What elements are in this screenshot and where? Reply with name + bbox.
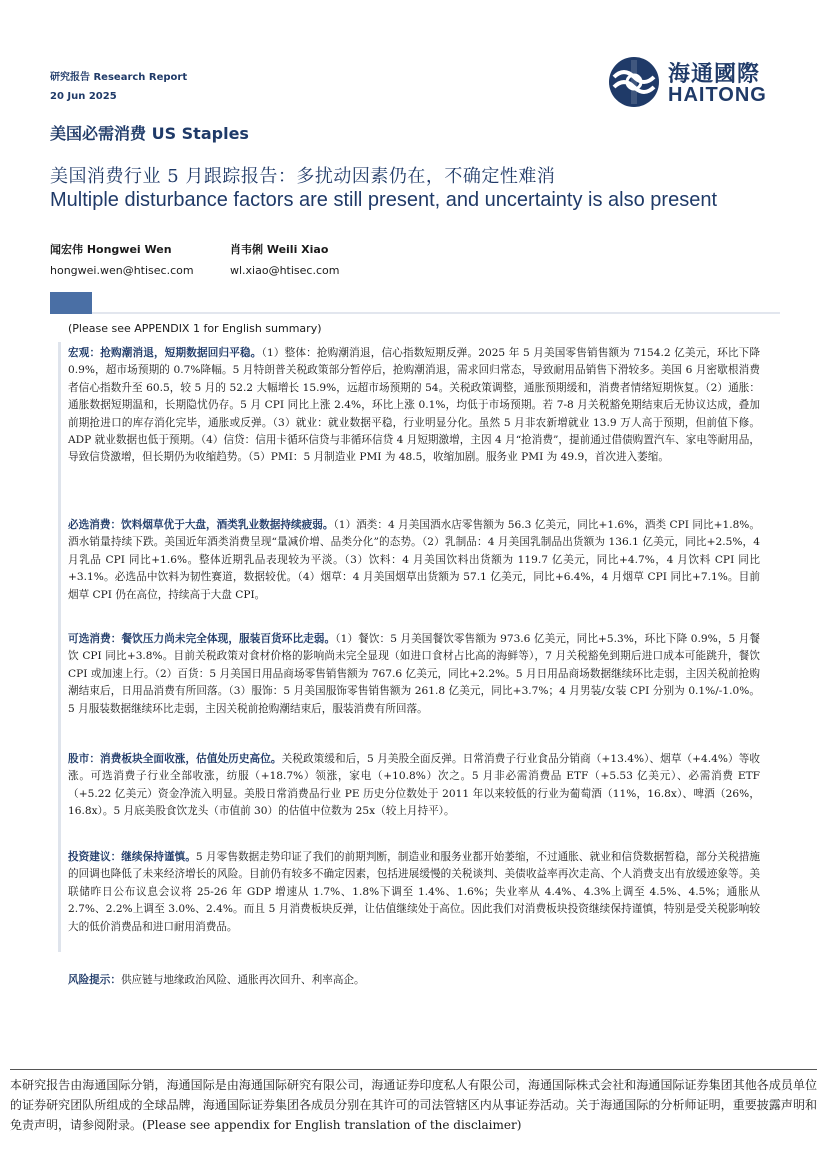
section-divider <box>92 312 780 314</box>
paragraph-investment-advice <box>68 849 760 936</box>
content-side-rule <box>58 342 61 952</box>
paragraph-heading: 投资建议：继续保持谨慎。 <box>68 851 196 863</box>
author-email[interactable]: wl.xiao@htisec.com <box>230 264 340 277</box>
author-name: 闻宏伟 Hongwei Wen <box>50 243 172 256</box>
footer-disclaimer: 本研究报告由海通国际分销，海通国际是由海通国际研究有限公司，海通证券印度私人有限公司，海通国际株式会社和海通国际证券集团其他各成员单位的证券研究团队所组成的全球品牌，海通国际证券集团各成员分别在其许可的司法管辖区内从事证券活动。关于海通国际的分析师证明，重要披露声明和免责声明，请参阅附录。(Please see appendix for English translation of the disclaimer) <box>10 1078 817 1132</box>
title-cn: 美国消费行业 5 月跟踪报告：多扰动因素仍在，不确定性难消 <box>50 166 556 187</box>
paragraph-staples <box>68 517 760 604</box>
sector-label: 美国必需消费 US Staples <box>50 124 249 143</box>
report-type: 研究报告 Research Report <box>50 72 188 83</box>
author-name: 肖韦俐 Weili Xiao <box>230 243 329 256</box>
paragraph-heading: 股市：消费板块全面收涨，估值处历史高位。 <box>68 753 282 765</box>
paragraph-text: 供应链与地缘政治风险、通胀再次回升、利率高企。 <box>120 974 365 986</box>
paragraph-text: （1）酒类：4 月美国酒水店零售额为 56.3 亿美元，同比+1.6%，酒类 CPI 同比+1.8%。酒水销量持续下跌。美国近年酒类消费呈现“量减价增、品类分化”的态势。（2）乳制品：4 月美国乳制品出货额为 136.1 亿美元，同比+2.5%，4 月乳品 CPI 同比+1.6%。整体近期乳品表现较为平淡。（3）饮料：4 月美国饮料出货额为 119.7 亿美元，同比+4.7%，4 月饮料 CPI 同比+3.1%。必选品中饮料为韧性赛道，数据较优。（4）烟草：4 月美国烟草出货额为 57.1 亿美元，同比+6.4%，4 月烟草 CPI 同比+7.1%。目前烟草 CPI 仍在高位，持续高于大盘 CPI。 <box>68 519 760 601</box>
title-en: Multiple disturbance factors are still present, and uncertainty is also present <box>50 189 718 211</box>
logo-name-en: HAITONG <box>668 84 767 106</box>
paragraph-stock-market <box>68 751 760 821</box>
logo-name-cn: 海通國際 <box>668 62 761 87</box>
paragraph-heading: 必选消费：饮料烟草优于大盘，酒类乳业数据持续疲弱。 <box>68 519 334 531</box>
section-accent-bar <box>50 292 92 314</box>
report-date: 20 Jun 2025 <box>50 91 117 102</box>
company-logo <box>606 55 781 109</box>
author-email[interactable]: hongwei.wen@htisec.com <box>50 264 194 277</box>
appendix-note: (Please see APPENDIX 1 for English summary) <box>68 322 322 335</box>
paragraph-heading: 可选消费：餐饮压力尚未完全体现，服装百货环比走弱。 <box>68 633 336 645</box>
paragraph-macro <box>68 345 760 467</box>
paragraph-text: 5 月零售数据走势印证了我们的前期判断，制造业和服务业都开始萎缩，不过通胀、就业和信贷数据暂稳，部分关税措施的回调也降低了未来经济增长的风险。目前仍有较多不确定因素，包括进展缓慢的关税谈判、美债收益率再次走高、个人消费支出有放缓迹象等。美联储昨日公布议息会议将 25-26 年 GDP 增速从 1.7%、1.8%下调至 1.4%、1.6%；失业率从 4.4%、4.3%上调至 4.5%、4.5%；通胀从 2.7%、2.2%上调至 3.0%、2.4%。而且 5 月消费板块反弹，让估值继续处于高位。因此我们对消费板块投资继续保持谨慎，特别是受关税影响较大的低价消费品和进口耐用消费品。 <box>68 851 760 933</box>
footer-divider <box>10 1069 817 1070</box>
paragraph-discretionary <box>68 631 760 718</box>
paragraph-heading: 宏观：抢购潮消退，短期数据回归平稳。 <box>68 347 262 359</box>
paragraph-risk <box>68 972 760 989</box>
paragraph-text: 关税政策缓和后，5 月美股全面反弹。日常消费子行业食品分销商（+13.4%）、烟草（+4.4%）等收涨。可选消费子行业全部收涨，纺服（+18.7%）领涨，家电（+10.8%）次之。5 月非必需消费品 ETF（+5.53 亿美元）、必需消费 ETF（+5.22 亿美元）资金净流入明显。美股日常消费品行业 PE 历史分位数处于 2011 年以来较低的行业为葡萄酒（11%，16.8x）、啤酒（26%，16.8x）。5 月底美股食饮龙头（市值前 30）的估值中位数为 25x（较上月持平）。 <box>68 753 761 818</box>
paragraph-heading: 风险提示： <box>68 974 121 986</box>
paragraph-text: （1）餐饮：5 月美国餐饮零售额为 973.6 亿美元，同比+5.3%，环比下降 0.9%，5 月餐饮 CPI 同比+3.8%。目前关税政策对食材价格的影响尚未完全显现（如进口食材占比高的海鲜等），7 月关税豁免到期后进口成本可能跳升，餐饮 CPI 或加速上行。（2）百货：5 月美国日用品商场零售销售额为 767.6 亿美元，同比+2.2%。5 月日用品商场数据继续环比走弱，主因关税前抢购潮结束后，日用品消费有所回落。（3）服饰：5 月美国服饰零售销售额为 261.8 亿美元，同比+3.7%；4 月男装/女装 CPI 分别为 0.1%/-1.0%。5 月服装数据继续环比走弱，主因关税前抢购潮结束后，服装消费有所回落。 <box>68 633 760 715</box>
paragraph-text: （1）整体：抢购潮消退，信心指数短期反弹。2025 年 5 月美国零售销售额为 7154.2 亿美元，环比下降 0.9%，超市场预期的 0.7%降幅。5 月特朗普关税政策部分暂停后，抢购潮消退，需求回归常态，导致耐用品销售下滑较多。美国 6 月密歇根消费者信心指数升至 60.5，较 5 月的 52.2 大幅增长 15.9%，远超市场预期的 54。关税政策调整，通胀预期缓和，消费者情绪短期恢复。（2）通胀：通胀数据短期温和，长期隐忧仍存。5 月 CPI 同比上涨 2.4%，环比上涨 0.1%，均低于市场预期。若 7-8 月关税豁免期结束后无协议达成，叠加前期抢进口的库存消化完毕，通胀或反弹。（3）就业：就业数据平稳，行业明显分化。虽然 5 月非农新增就业 13.9 万人高于预期，但前值下修。ADP 就业数据也低于预期。（4）信贷：信用卡循环信贷与非循环信贷 4 月短期激增，主因 4 月“抢消费”，提前通过借债购置汽车、家电等耐用品，导致信贷激增，但长期仍为收缩趋势。（5）PMI：5 月制造业 PMI 为 48.5，收缩加剧。服务业 PMI 为 49.9，首次进入萎缩。 <box>68 347 761 464</box>
haitong-emblem-icon <box>606 55 662 109</box>
